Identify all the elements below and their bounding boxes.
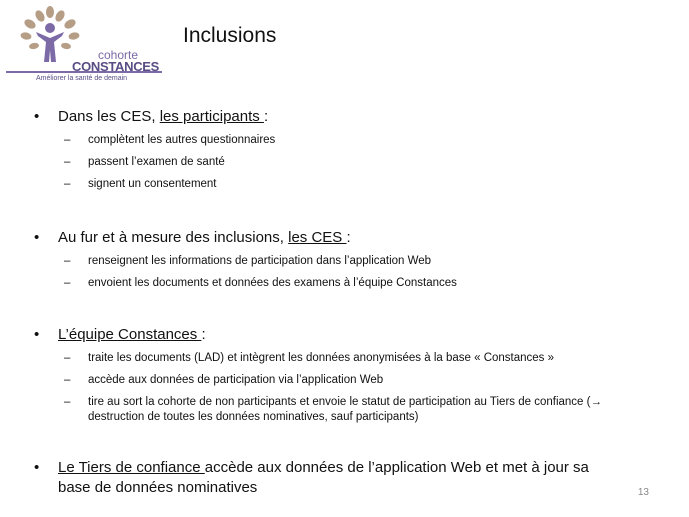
bullet: • xyxy=(34,326,40,343)
section-tiers xyxy=(34,458,624,498)
constances-logo xyxy=(6,4,164,86)
section-heading xyxy=(34,458,624,498)
section-heading xyxy=(34,325,654,345)
list-item: – tire au sort la cohorte de non participants et envoie le statut de participation au Tiers de confiance (→ destruction de toutes les données nominatives, sauf participants) xyxy=(64,395,654,425)
list-item: – complètent les autres questionnaires xyxy=(64,134,276,146)
page-number: 13 xyxy=(637,487,649,498)
list-item: – accède aux données de participation via l’application Web xyxy=(64,374,384,386)
section-participants xyxy=(34,107,654,199)
list-item: – signent un consentement xyxy=(64,178,217,190)
section-heading xyxy=(34,228,654,248)
heading-suffix: : xyxy=(346,229,351,246)
sub-list xyxy=(64,254,654,291)
logo-line1: cohorte xyxy=(98,48,139,62)
heading-underlined: les CES xyxy=(288,229,347,246)
heading-prefix: Au fur et à mesure des inclusions, xyxy=(58,229,289,246)
heading-suffix: : xyxy=(263,108,269,125)
bullet: • xyxy=(34,108,40,125)
bullet: • xyxy=(34,459,40,476)
sub-list xyxy=(64,133,654,192)
list-item-text: traite les documents (LAD) et intègrent les données anonymisées à la base « Constances » xyxy=(88,352,555,364)
bullet: • xyxy=(34,229,40,246)
list-item: – envoient les documents et données des examens à l’équipe Constances xyxy=(64,277,457,289)
heading-underlined: L’équipe Constances xyxy=(58,326,202,343)
list-item-text: signent un consentement xyxy=(88,178,217,190)
list-item-text: envoient les documents et données des examens à l’équipe Constances xyxy=(88,277,457,289)
heading-suffix: accède aux données de l’application Web et met à jour sa base de données nominatives xyxy=(58,459,589,496)
list-item: – passent l’examen de santé xyxy=(64,156,225,168)
section-heading xyxy=(34,107,654,127)
list-item-text: tire au sort la cohorte de non participants et envoie le statut de participation au Tiers de confiance (→ destruction de toutes les données nominatives, sauf participants) xyxy=(88,396,602,423)
list-item-text: renseignent les informations de participation dans l’application Web xyxy=(88,255,432,267)
list-item: – traite les documents (LAD) et intègrent les données anonymisées à la base « Constances » xyxy=(64,352,555,364)
list-item-text: accède aux données de participation via l’application Web xyxy=(88,374,384,386)
heading-underlined: les participants xyxy=(159,108,264,125)
list-item-text: passent l’examen de santé xyxy=(88,156,225,168)
section-equipe xyxy=(34,325,654,432)
slide-title: Inclusions xyxy=(183,24,277,47)
logo-line2: CONSTANCES xyxy=(72,59,160,74)
heading-underlined: Le Tiers de confiance xyxy=(58,459,205,476)
list-item: – renseignent les informations de participation dans l’application Web xyxy=(64,255,432,267)
heading-prefix: Dans les CES, xyxy=(58,108,160,125)
heading-suffix: : xyxy=(201,326,206,343)
sub-list xyxy=(64,351,654,425)
logo-tagline: Améliorer la santé de demain xyxy=(36,75,128,82)
list-item-text: complètent les autres questionnaires xyxy=(88,134,276,146)
section-ces xyxy=(34,228,654,298)
